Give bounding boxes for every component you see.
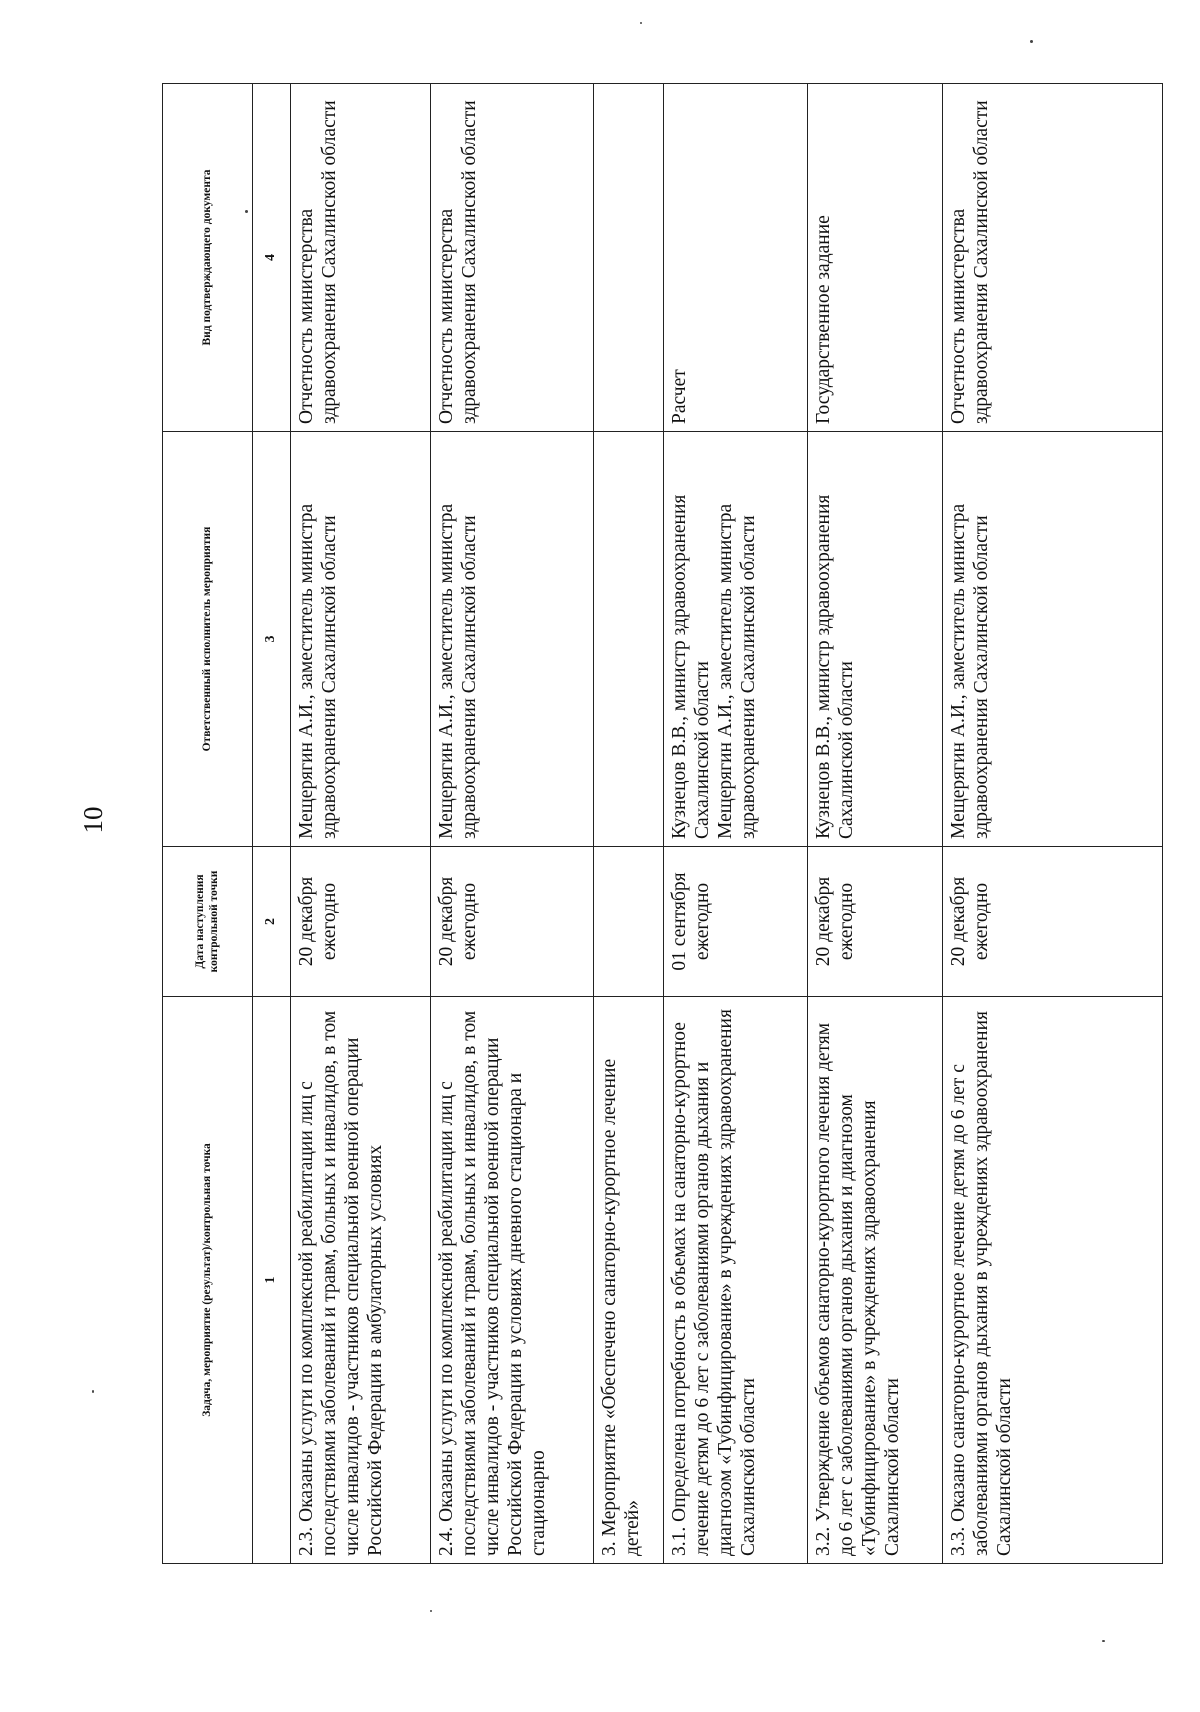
task-cell: 3.2. Утверждение объемов санаторно-курортного лечения детям до 6 лет с заболеваниями органов дыхания и диагнозом «Тубинфицирование» в учреждениях здравоохранения Сахалинской области (808, 997, 943, 1564)
executor-cell (594, 432, 664, 847)
date-cell: 01 сентября ежегодно (664, 847, 808, 997)
date-cell: 20 декабря ежегодно (291, 847, 431, 997)
table-row (808, 84, 943, 1564)
document-cell (594, 84, 664, 432)
executor-line: Мещерягин А.И., заместитель министра здравоохранения Сахалинской области (436, 503, 480, 839)
executor-cell (291, 432, 431, 847)
task-cell: 3.1. Определена потребность в объемах на санаторно-курортное лечение детям до 6 лет с заболеваниями органов дыхания и диагнозом «Тубинфицирование» в учреждениях здравоохранения Сахалинской области (664, 997, 808, 1564)
executor-line: Кузнецов В.В., министр здравоохранения Сахалинской области (669, 494, 713, 839)
document-cell: Отчетность министерства здравоохранения Сахалинской области (431, 84, 594, 432)
scan-speck (1102, 1640, 1105, 1642)
date-cell: 20 декабря ежегодно (943, 847, 1163, 997)
executor-line: Мещерягин А.И., заместитель министра здравоохранения Сахалинской области (715, 503, 759, 839)
document-cell: Расчет (664, 84, 808, 432)
table-frame (162, 84, 1162, 1564)
column-number: 1 (253, 997, 291, 1564)
header-date: Дата наступления контрольной точки (163, 847, 253, 997)
task-cell: 3.3. Оказано санаторно-курортное лечение детям до 6 лет с заболеваниями органов дыхания в учреждениях здравоохранения Сахалинской области (943, 997, 1163, 1564)
task-cell: 3. Мероприятие «Обеспечено санаторно-курортное лечение детей» (594, 997, 664, 1564)
task-cell: 2.4. Оказаны услуги по комплексной реабилитации лиц с последствиями заболеваний и травм, больных и инвалидов, в том числе инвалидов - участников специальной военной операции Российской Федерации в условиях дневного стационара и стационарно (431, 997, 594, 1564)
document-cell: Государственное задание (808, 84, 943, 432)
executor-line: Кузнецов В.В., министр здравоохранения Сахалинской области (813, 494, 857, 839)
scan-speck (1030, 40, 1033, 43)
date-cell (594, 847, 664, 997)
task-cell: 2.3. Оказаны услуги по комплексной реабилитации лиц с последствиями заболеваний и травм, больных и инвалидов, в том числе инвалидов - участников специальной военной операции Российской Федерации в амбулаторных условиях (291, 997, 431, 1564)
table-row (431, 84, 594, 1564)
column-number: 4 (253, 84, 291, 432)
scan-speck (92, 1390, 94, 1393)
document-cell: Отчетность министерства здравоохранения Сахалинской области (943, 84, 1163, 432)
document-cell: Отчетность министерства здравоохранения Сахалинской области (291, 84, 431, 432)
header-row (163, 84, 253, 1564)
column-number: 2 (253, 847, 291, 997)
table-row (291, 84, 431, 1564)
header-document: Вид подтверждающего документа (163, 84, 253, 432)
header-executor: Ответственный исполнитель мероприятия (163, 432, 253, 847)
table-row (943, 84, 1163, 1564)
page-number: 10 (78, 806, 108, 834)
executor-line: Мещерягин А.И., заместитель министра здравоохранения Сахалинской области (948, 503, 992, 839)
scan-speck (430, 1610, 432, 1612)
table-row (594, 84, 664, 1564)
executor-cell (431, 432, 594, 847)
date-cell: 20 декабря ежегодно (808, 847, 943, 997)
date-cell: 20 декабря ежегодно (431, 847, 594, 997)
scan-speck (245, 210, 248, 213)
column-numbers-row (253, 84, 291, 1564)
executor-cell (664, 432, 808, 847)
control-points-table (162, 83, 1163, 1564)
executor-line: Мещерягин А.И., заместитель министра здравоохранения Сахалинской области (296, 503, 340, 839)
column-number: 3 (253, 432, 291, 847)
executor-cell (808, 432, 943, 847)
executor-cell (943, 432, 1163, 847)
table-row (664, 84, 808, 1564)
scan-speck (640, 22, 642, 24)
header-task: Задача, мероприятие (результат)/контрольная точка (163, 997, 253, 1564)
